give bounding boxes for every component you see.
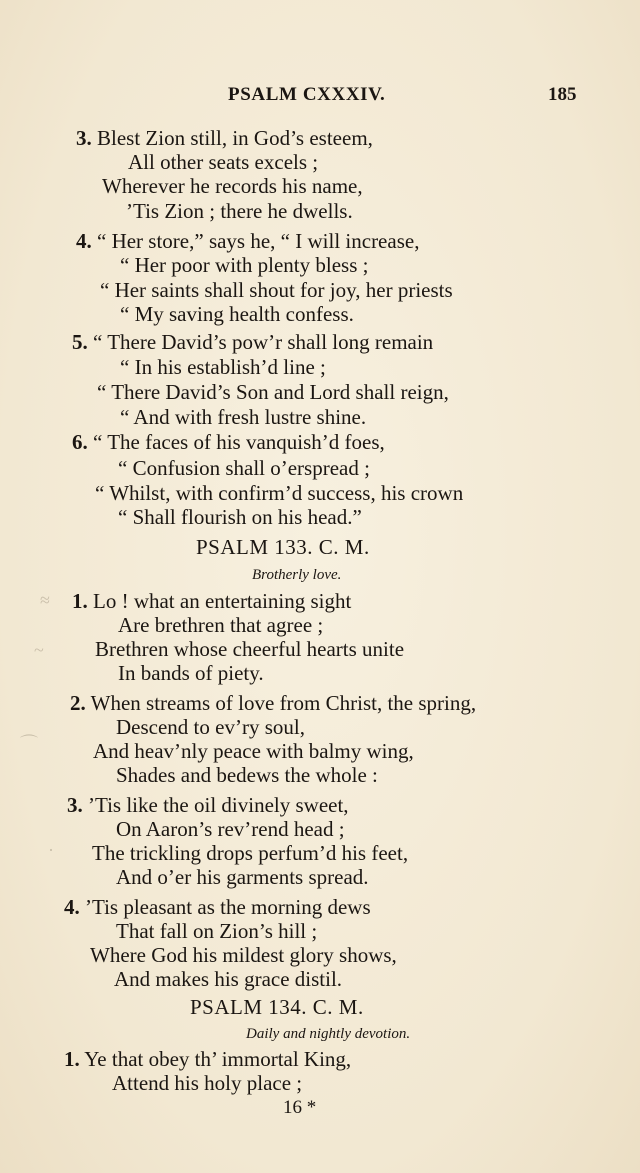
- verse-line: All other seats excels ;: [128, 150, 319, 174]
- verse-number: 5.: [72, 330, 88, 354]
- running-title: PSALM CXXXIV.: [228, 84, 386, 105]
- verse-line: Descend to ev’ry soul,: [116, 715, 305, 739]
- verse-line: The trickling drops perfum’d his feet,: [92, 841, 409, 865]
- verse-line: ’Tis Zion ; there he dwells.: [126, 199, 353, 223]
- verse-line: “ Her poor with plenty bless ;: [120, 253, 369, 277]
- page-header: [0, 84, 640, 110]
- verse-line: “ Shall flourish on his head.”: [118, 505, 362, 529]
- verse-line: 4. ’Tis pleasant as the morning dews: [64, 895, 371, 919]
- verse-line: 3. Blest Zion still, in God’s esteem,: [76, 126, 373, 150]
- verse-line: Are brethren that agree ;: [118, 613, 324, 637]
- verse-line: Shades and bedews the whole :: [116, 763, 378, 787]
- verse-line: In bands of piety.: [118, 661, 264, 685]
- verse-line: And heav’nly peace with balmy wing,: [93, 739, 414, 763]
- signature-mark: 16 *: [283, 1097, 317, 1118]
- verse-line: Attend his holy place ;: [112, 1071, 303, 1095]
- page-number: 185: [548, 84, 577, 105]
- verse-line: 3. ’Tis like the oil divinely sweet,: [67, 793, 349, 817]
- verse-line: “ Her saints shall shout for joy, her priests: [100, 278, 453, 302]
- bleed-through-mark: ~: [34, 640, 44, 660]
- verse-line: That fall on Zion’s hill ;: [116, 919, 318, 943]
- psalm-133-title: PSALM 133. C. M.: [196, 535, 370, 559]
- verse-line: 5. “ There David’s pow’r shall long remain: [72, 330, 434, 354]
- verse-number: 3.: [67, 793, 83, 817]
- verse-number: 2.: [70, 691, 86, 715]
- verse-line: On Aaron’s rev’rend head ;: [116, 817, 345, 841]
- verse-line: Brethren whose cheerful hearts unite: [95, 637, 405, 661]
- bleed-through-mark: ·: [48, 840, 54, 860]
- verse-line: 4. “ Her store,” says he, “ I will increase,: [76, 229, 420, 253]
- verse-line: 2. When streams of love from Christ, the spring,: [70, 691, 477, 715]
- verse-line: “ Confusion shall o’erspread ;: [118, 456, 370, 480]
- verse-line: Where God his mildest glory shows,: [90, 943, 397, 967]
- psalm-134-title: PSALM 134. C. M.: [190, 995, 364, 1019]
- psalm-133-subtitle: Brotherly love.: [252, 567, 342, 583]
- verse-line: 6. “ The faces of his vanquish’d foes,: [72, 430, 385, 454]
- verse-number: 3.: [76, 126, 92, 150]
- verse-line: Wherever he records his name,: [102, 174, 363, 198]
- bleed-through-mark: ⌒: [20, 734, 38, 754]
- verse-line: And o’er his garments spread.: [116, 865, 369, 889]
- bleed-through-mark: ≈: [40, 590, 50, 610]
- verse-number: 1.: [64, 1047, 80, 1071]
- verse-line: “ My saving health confess.: [120, 302, 354, 326]
- verse-number: 4.: [64, 895, 80, 919]
- verse-line: “ And with fresh lustre shine.: [120, 405, 367, 429]
- verse-number: 4.: [76, 229, 92, 253]
- verse-line: “ Whilst, with confirm’d success, his crown: [95, 481, 464, 505]
- verse-line: “ In his establish’d line ;: [120, 355, 326, 379]
- verse-number: 1.: [72, 589, 88, 613]
- verse-line: And makes his grace distil.: [114, 967, 343, 991]
- verse-number: 6.: [72, 430, 88, 454]
- verse-line: “ There David’s Son and Lord shall reign,: [97, 380, 449, 404]
- verse-line: 1. Ye that obey th’ immortal King,: [64, 1047, 352, 1071]
- psalm-134-subtitle: Daily and nightly devotion.: [246, 1026, 411, 1042]
- verse-line: 1. Lo ! what an entertaining sight: [72, 589, 352, 613]
